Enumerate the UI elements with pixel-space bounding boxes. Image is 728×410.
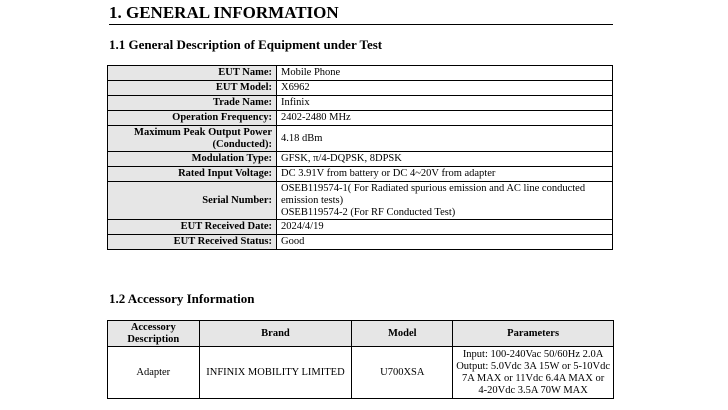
parameters-line: 4-20Vdc 3.5A 70W MAX (478, 384, 588, 396)
section-heading-general-information: 1. GENERAL INFORMATION (109, 3, 613, 25)
row-value: Good (277, 235, 613, 250)
row-value: DC 3.91V from battery or DC 4~20V from adapter (277, 167, 613, 182)
table-row (108, 126, 613, 152)
row-label: Trade Name: (108, 96, 277, 111)
column-header-brand: Brand (199, 321, 352, 347)
subsection-heading-eut-description: 1.1 General Description of Equipment under Test (109, 37, 383, 52)
accessory-description-cell: Adapter (108, 347, 200, 399)
row-value: X6962 (277, 81, 613, 96)
table-row (108, 81, 613, 96)
column-header-accessory-description: Accessory Description (108, 321, 200, 347)
row-label: Operation Frequency: (108, 111, 277, 126)
table-row (108, 96, 613, 111)
table-row (108, 182, 613, 220)
table-row (108, 235, 613, 250)
table-row (108, 66, 613, 81)
subsection-heading-accessory-information: 1.2 Accessory Information (109, 291, 255, 306)
table-row (108, 167, 613, 182)
table-row (108, 220, 613, 235)
column-header-model: Model (352, 321, 453, 347)
row-label: Serial Number: (108, 182, 277, 220)
parameters-line: Output: 5.0Vdc 3A 15W or 5-10Vdc (456, 360, 610, 372)
brand-cell: INFINIX MOBILITY LIMITED (199, 347, 352, 399)
parameters-line: 7A MAX or 11Vdc 6.4A MAX or (461, 372, 605, 384)
row-value: 4.18 dBm (277, 126, 613, 152)
row-value: GFSK, π/4-DQPSK, 8DPSK (277, 152, 613, 167)
row-label: Maximum Peak Output Power (Conducted): (108, 126, 277, 152)
row-label: Rated Input Voltage: (108, 167, 277, 182)
row-value: 2024/4/19 (277, 220, 613, 235)
column-header-parameters: Parameters (453, 321, 614, 347)
serial-number-line-1: OSEB119574-1( For Radiated spurious emission and AC line conducted emission tests) (281, 182, 586, 206)
row-value: 2402-2480 MHz (277, 111, 613, 126)
table-row (108, 347, 614, 399)
row-label: EUT Model: (108, 81, 277, 96)
table-header-row (108, 321, 614, 347)
eut-description-table (107, 65, 613, 250)
row-value: Mobile Phone (277, 66, 613, 81)
row-label: EUT Received Status: (108, 235, 277, 250)
table-row (108, 111, 613, 126)
row-value (277, 182, 613, 220)
table-row (108, 152, 613, 167)
row-label: EUT Received Date: (108, 220, 277, 235)
parameters-cell (453, 347, 614, 399)
row-label: EUT Name: (108, 66, 277, 81)
row-label: Modulation Type: (108, 152, 277, 167)
model-cell: U700XSA (352, 347, 453, 399)
parameters-line: Input: 100-240Vac 50/60Hz 2.0A (462, 348, 604, 360)
accessory-table (107, 320, 614, 399)
serial-number-line-2: OSEB119574-2 (For RF Conducted Test) (281, 206, 456, 218)
row-value: Infinix (277, 96, 613, 111)
